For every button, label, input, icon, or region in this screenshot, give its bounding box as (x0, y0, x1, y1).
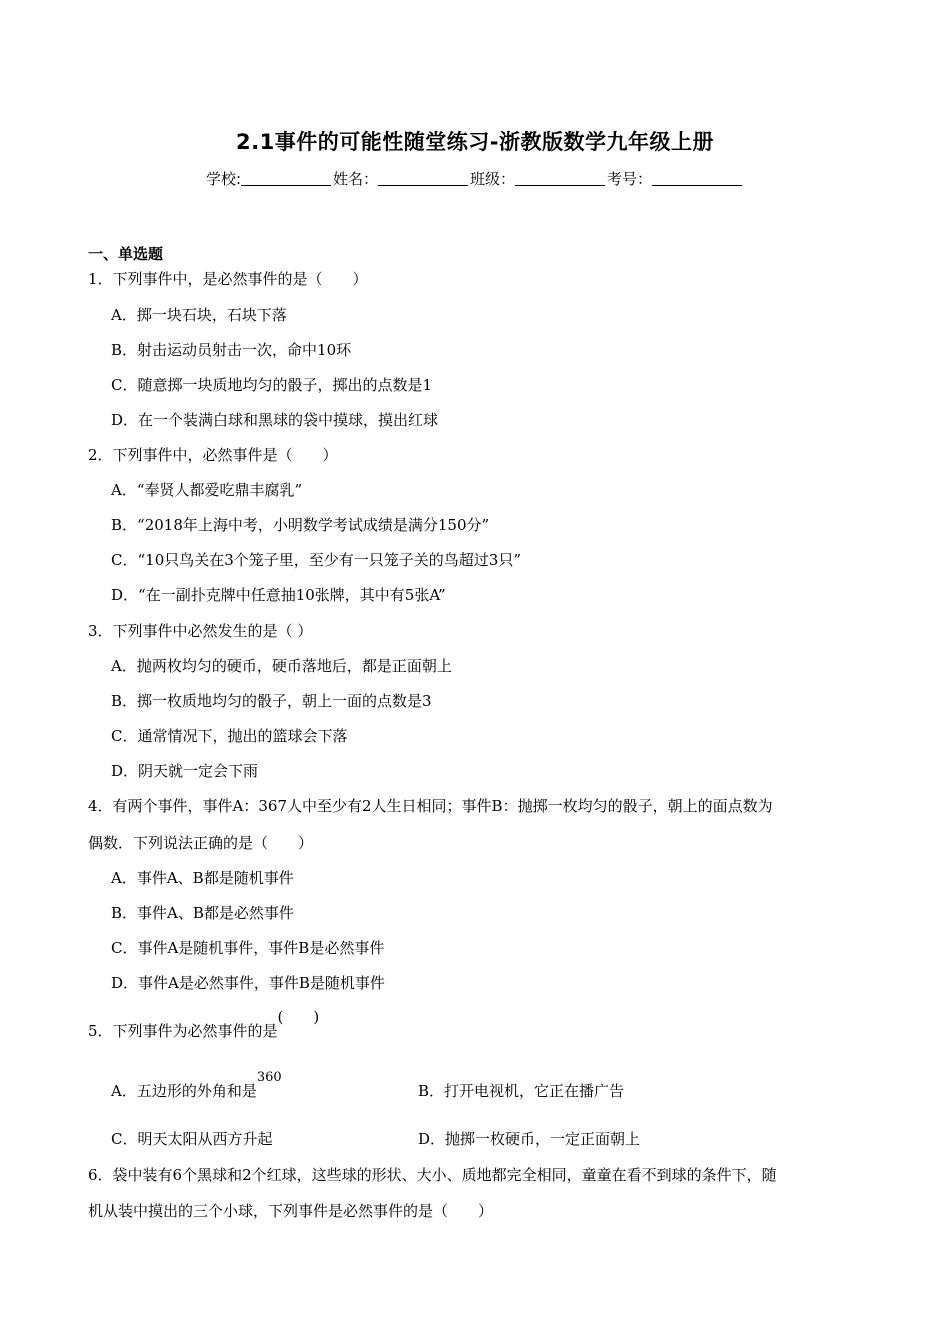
question-4-option-b: B．事件A、B都是必然事件 (111, 904, 294, 922)
section-heading: 一、单选题 (88, 245, 164, 263)
question-5-option-a-text: A．五边形的外角和是 (111, 1082, 257, 1100)
question-2-stem: 2．下列事件中，必然事件是（ ） (88, 446, 338, 464)
question-6-stem-line1: 6．袋中装有6个黑球和2个红球，这些球的形状、大小、质地都完全相同，童童在看不到球的条件下，随 (88, 1166, 777, 1184)
question-5-option-c: C．明天太阳从西方升起 (111, 1130, 273, 1148)
number-label: 考号： (607, 170, 653, 188)
question-3-stem: 3．下列事件中必然发生的是（ ） (88, 622, 313, 640)
question-3-option-d: D．阴天就一定会下雨 (111, 762, 259, 780)
question-2-option-d: D．“在一副扑克牌中任意抽10张牌，其中有5张A” (111, 586, 446, 604)
question-6-stem-line2: 机从装中摸出的三个小球，下列事件是必然事件的是（ ） (88, 1202, 494, 1220)
question-2-option-c: C．“10只鸟关在3个笼子里，至少有一只笼子关的鸟超过3只” (111, 551, 521, 569)
school-blank (241, 171, 331, 186)
question-5-option-b: B．打开电视机，它正在播广告 (418, 1082, 625, 1100)
question-5-option-d: D．抛掷一枚硬币，一定正面朝上 (418, 1130, 641, 1148)
question-4-option-a: A．事件A、B都是随机事件 (111, 869, 294, 887)
question-1-option-a: A．掷一块石块，石块下落 (111, 306, 287, 324)
question-5-stem (88, 1008, 320, 1041)
question-4-option-d: D．事件A是必然事件，事件B是随机事件 (111, 974, 385, 992)
school-label: 学校: (205, 170, 241, 188)
name-blank (378, 171, 468, 186)
question-3-option-c: C．通常情况下，抛出的篮球会下落 (111, 727, 348, 745)
question-4-stem-line2: 偶数．下列说法正确的是（ ） (88, 834, 314, 852)
question-2-option-a: A．“奉贤人都爱吃鼎丰腐乳” (111, 481, 303, 499)
question-4-stem-line1: 4．有两个事件，事件A：367人中至少有2人生日相同；事件B：抛掷一枚均匀的骰子，朝上的面点数为 (88, 797, 773, 815)
page-title: 2.1事件的可能性随堂练习-浙教版数学九年级上册 (236, 130, 714, 154)
student-info-line (0, 168, 950, 189)
question-1-option-d: D．在一个装满白球和黑球的袋中摸球，摸出红球 (111, 411, 439, 429)
question-3-option-a: A．抛两枚均匀的硬币，硬币落地后，都是正面朝上 (111, 657, 452, 675)
question-5-paren: ( ) (277, 1008, 320, 1026)
question-3-option-b: B．掷一枚质地均匀的骰子，朝上一面的点数是3 (111, 692, 432, 710)
question-5-stem-text: 5．下列事件为必然事件的是 (88, 1022, 278, 1040)
class-blank (515, 171, 605, 186)
question-5-option-a-value: 360 (256, 1070, 282, 1085)
question-5-option-a (111, 1070, 282, 1101)
question-1-option-c: C．随意掷一块质地均匀的骰子，掷出的点数是1 (111, 376, 433, 394)
question-2-option-b: B．“2018年上海中考，小明数学考试成绩是满分150分” (111, 516, 490, 534)
question-4-option-c: C．事件A是随机事件，事件B是必然事件 (111, 939, 385, 957)
number-blank (652, 171, 742, 186)
name-label: 姓名： (333, 170, 379, 188)
question-1-option-b: B．射击运动员射击一次，命中10环 (111, 341, 352, 359)
class-label: 班级： (470, 170, 516, 188)
question-1-stem: 1．下列事件中，是必然事件的是（ ） (88, 270, 368, 288)
